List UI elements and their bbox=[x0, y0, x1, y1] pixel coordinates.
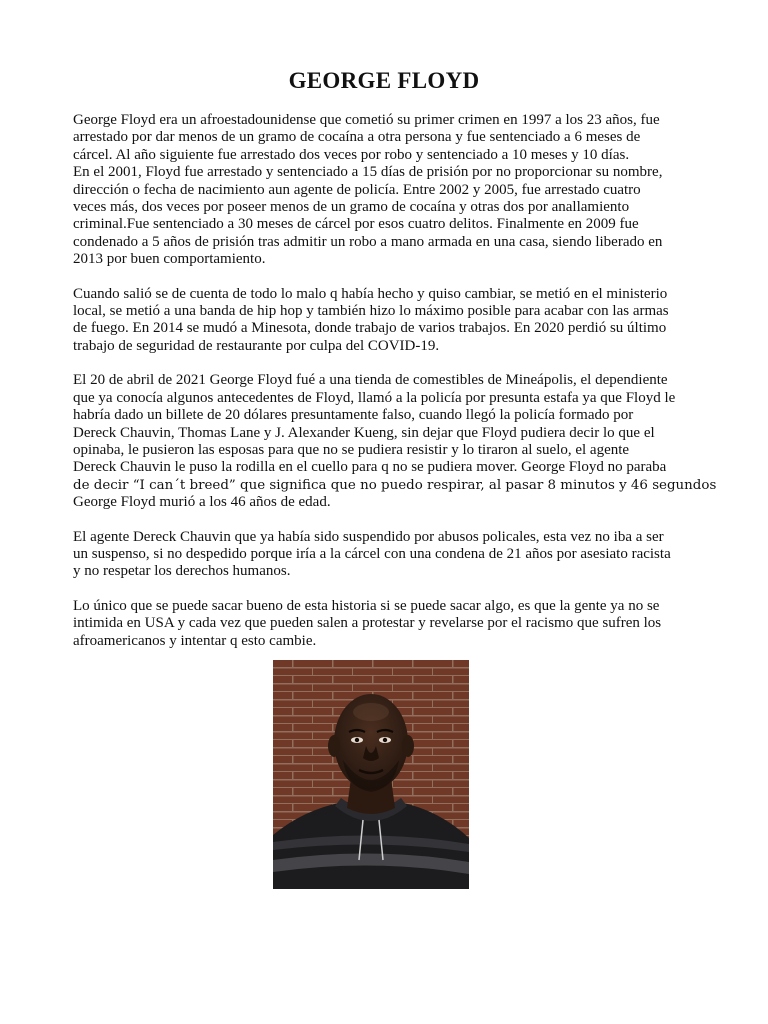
text-line: opinaba, le pusieron las esposas para que no se pudiera resistir y lo tiraron al suelo, el agente bbox=[73, 441, 630, 458]
paragraph-gap bbox=[73, 581, 703, 598]
text-line: Cuando salió se de cuenta de todo lo malo q había hecho y quiso cambiar, se metió en el ministerio bbox=[73, 285, 668, 302]
document-title: GEORGE FLOYD bbox=[288, 68, 480, 93]
text-line: En el 2001, Floyd fue arrestado y sentenciado a 15 días de prisión por no proporcionar su nombre, bbox=[73, 164, 663, 181]
document-body bbox=[73, 112, 717, 650]
portrait-illustration bbox=[273, 660, 469, 889]
text-line: condenado a 5 años de prisión tras admitir un robo a mano armada en una casa, siendo liberado en bbox=[73, 233, 663, 250]
paragraph-1 bbox=[73, 112, 703, 269]
text-line: George Floyd era un afroestadounidense que cometió su primer crimen en 1997 a los 23 años, fue bbox=[73, 112, 660, 128]
text-line: El 20 de abril de 2021 George Floyd fué a una tienda de comestibles de Mineápolis, el dependiente bbox=[73, 372, 668, 389]
text-line: 2013 por buen comportamiento. bbox=[73, 251, 266, 268]
paragraph-gap bbox=[73, 269, 703, 286]
text-line: afroamericanos y intentar q esto cambie. bbox=[73, 632, 317, 649]
text-line: cárcel. Al año siguiente fue arrestado dos veces por robo y sentenciado a 10 meses y 10 días. bbox=[73, 146, 630, 163]
text-line: trabajo de seguridad de restaurante por culpa del COVID-19. bbox=[73, 337, 440, 354]
text-line: Dereck Chauvin, Thomas Lane y J. Alexander Kueng, sin dejar que Floyd pudiera decir lo que el bbox=[73, 424, 655, 441]
text-line: que ya conocía algunos antecedentes de Floyd, llamó a la policía por presunta estafa ya que Floyd le bbox=[73, 389, 676, 406]
text-line: dirección o fecha de nacimiento aun agente de policía. Entre 2002 y 2005, fue arrestado cuatro bbox=[73, 181, 641, 198]
text-line: habría dado un billete de 20 dólares presuntamente falso, cuando llegó la policía formado por bbox=[73, 407, 634, 424]
text-line: George Floyd murió a los 46 años de edad. bbox=[73, 494, 331, 511]
text-line: y no respetar los derechos humanos. bbox=[73, 563, 291, 580]
paragraph-gap bbox=[73, 355, 703, 372]
text-line: local, se metió a una banda de hip hop y también hizo lo máximo posible para acabar con las armas bbox=[73, 303, 669, 320]
text-line: de fuego. En 2014 se mudó a Minesota, donde trabajo de varios trabajos. En 2020 perdió su último bbox=[73, 320, 667, 337]
text-line: veces más, dos veces por poseer menos de un gramo de cocaína y otras dos por anallamiento bbox=[73, 199, 630, 216]
paragraph-5 bbox=[73, 598, 703, 650]
text-line: Lo único que se puede sacar bueno de esta historia si se puede sacar algo, es que la gente ya no se bbox=[73, 597, 660, 614]
text-line: Dereck Chauvin le puso la rodilla en el cuello para q no se pudiera mover. George Floyd no paraba bbox=[73, 459, 667, 476]
paragraph-3 bbox=[73, 372, 717, 511]
text-line: arrestado por dar menos de un gramo de cocaína a otra persona y fue sentenciado a 6 meses de bbox=[73, 129, 641, 146]
paragraph-gap bbox=[73, 512, 703, 529]
text-line: El agente Dereck Chauvin que ya había sido suspendido por abusos policales, esta vez no iba a ser bbox=[73, 528, 664, 545]
text-line: intimida en USA y cada vez que pueden salen a protestar y revelarse por el racismo que sufren los bbox=[73, 615, 662, 632]
text-line: criminal.Fue sentenciado a 30 meses de cárcel por esos cuatro delitos. Finalmente en 2009 fue bbox=[73, 216, 639, 233]
portrait-photo bbox=[273, 660, 469, 889]
text-line: un suspenso, si no despedido porque iría a la cárcel con una condena de 21 años por asesiato racista bbox=[73, 545, 671, 562]
text-line-alt-font: de decir “I can´t breed” que significa que no puedo respirar, al pasar 8 minutos y 46 segundos bbox=[73, 477, 717, 493]
paragraph-2 bbox=[73, 286, 703, 356]
paragraph-4 bbox=[73, 529, 703, 581]
